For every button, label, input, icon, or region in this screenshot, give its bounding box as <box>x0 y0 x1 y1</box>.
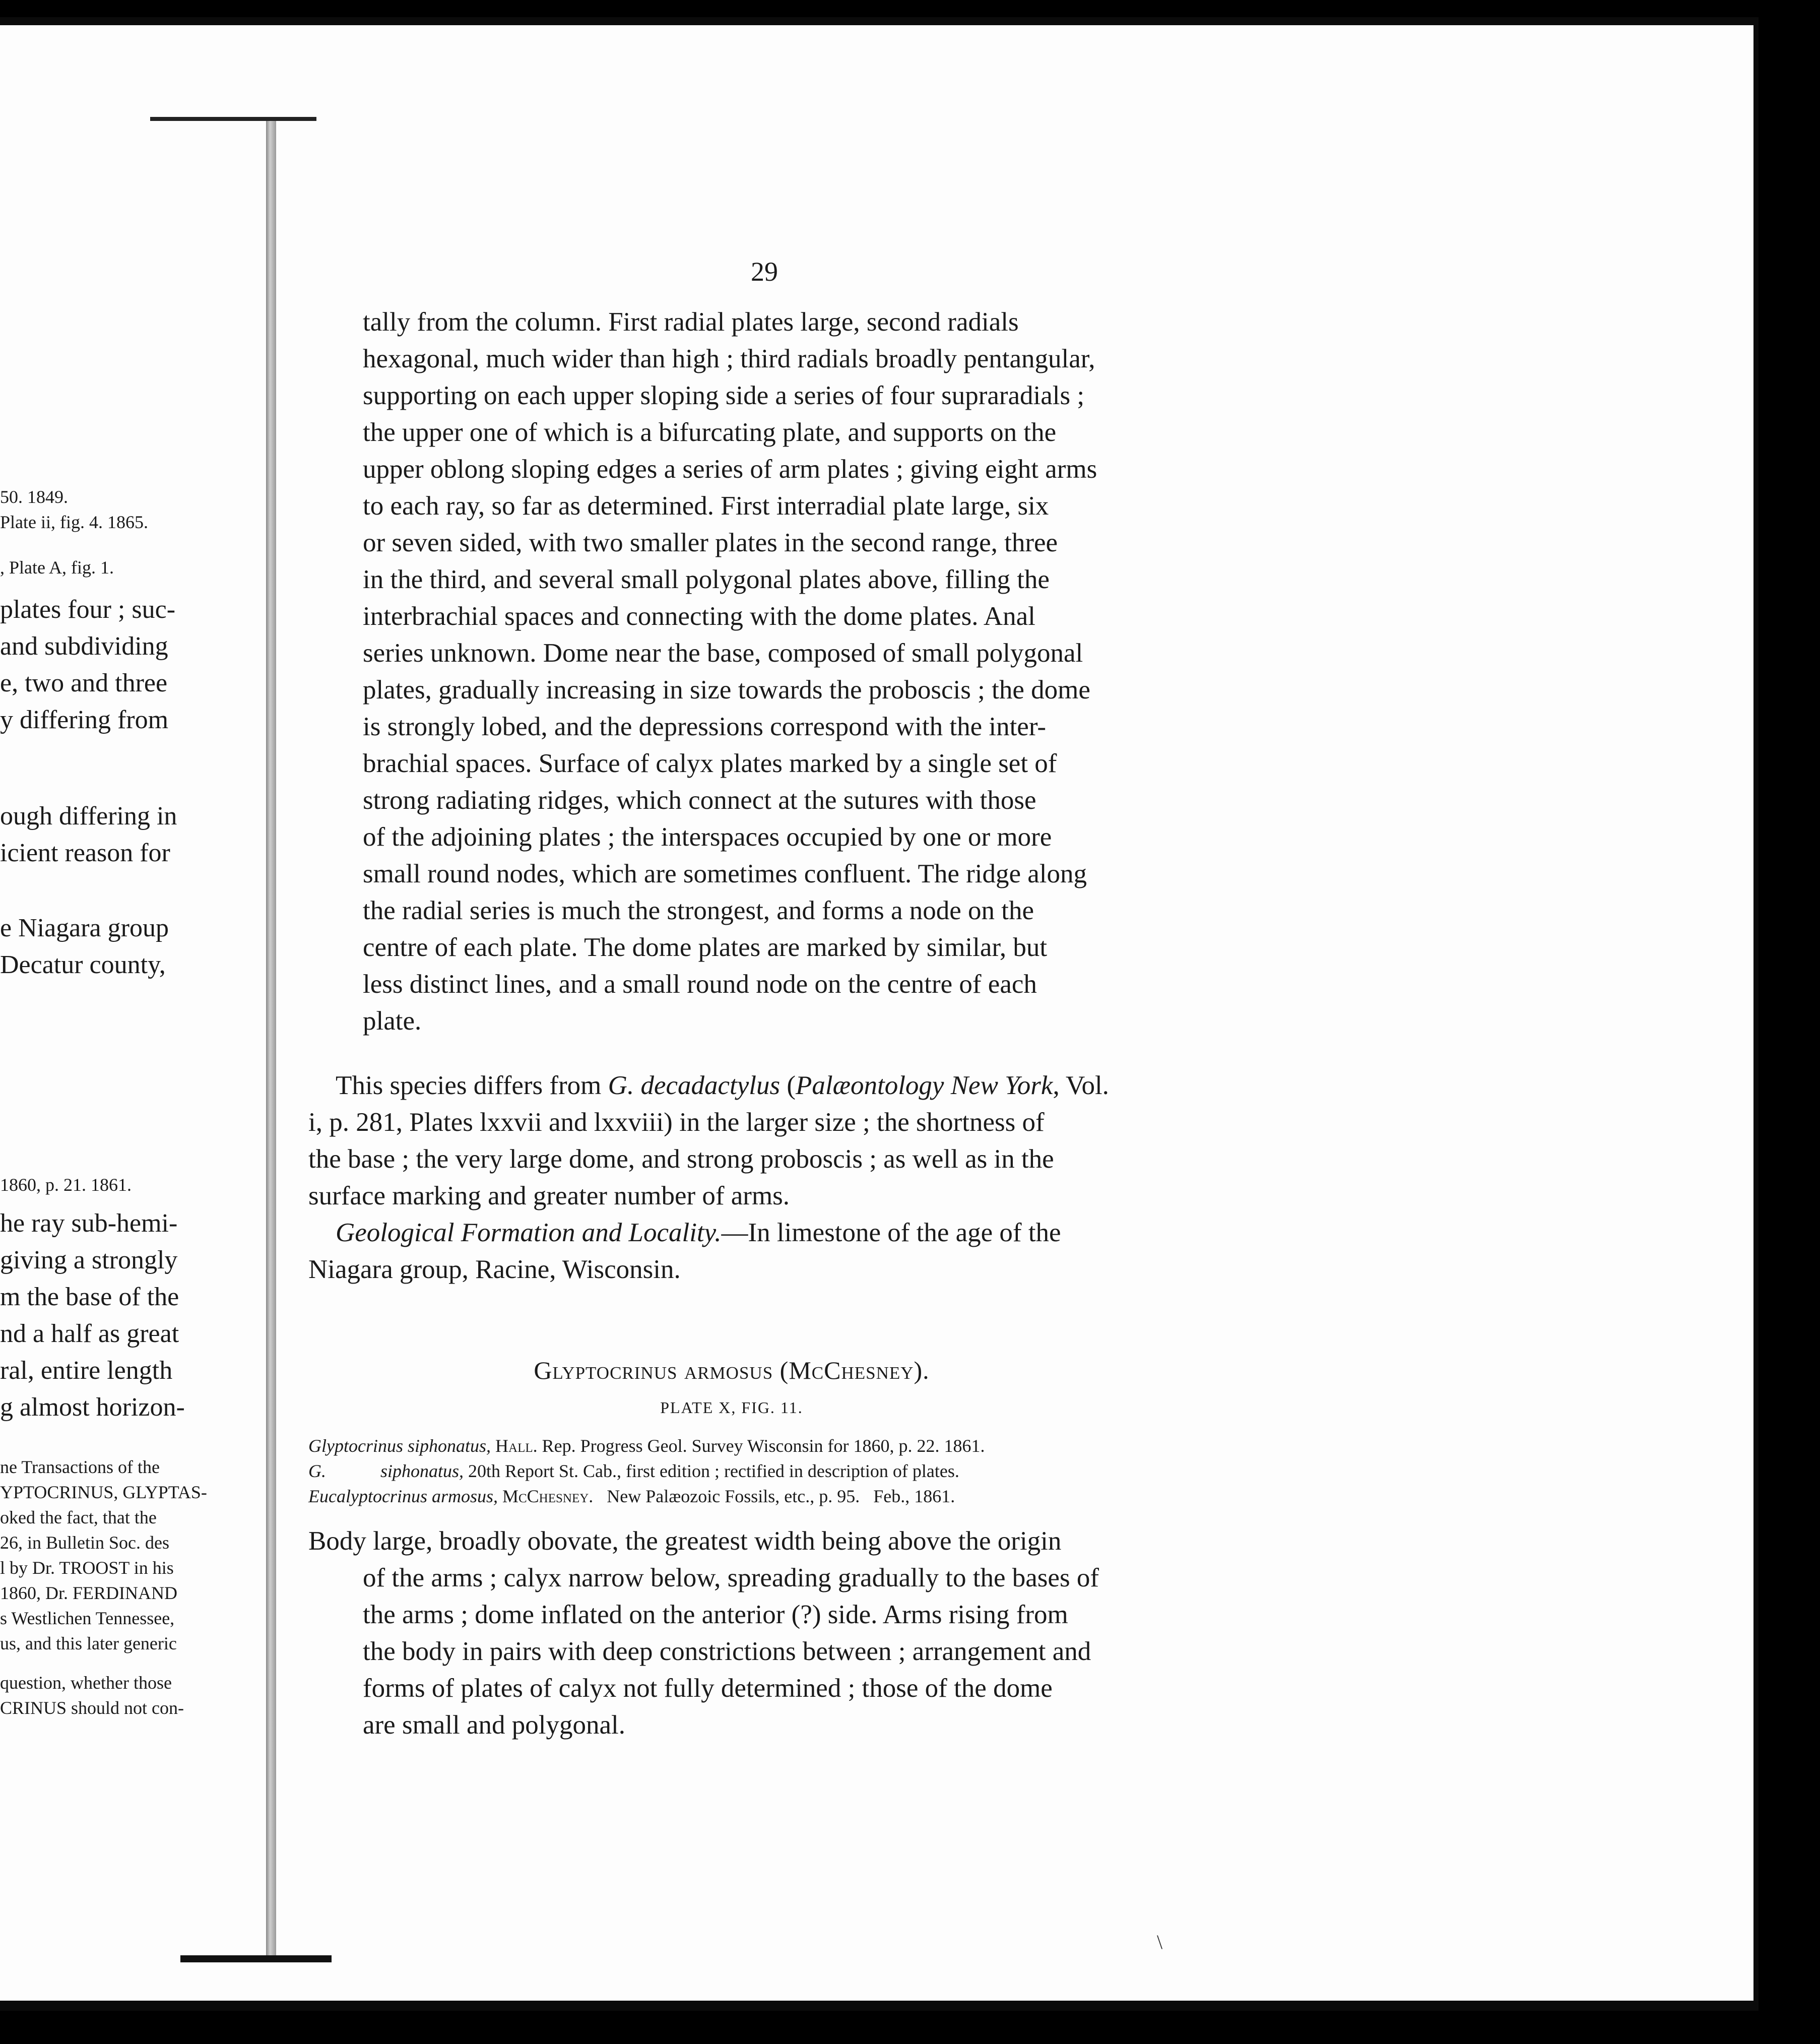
synonym-author: Hall. <box>491 1436 538 1456</box>
gutter-top-rule <box>150 117 316 121</box>
synonym-name: Glyptocrinus siphonatus, <box>308 1436 491 1456</box>
description-line: centre of each plate. The dome plates are marked by similar, but <box>363 933 1048 962</box>
plate-reference: PLATE X, FIG. 11. <box>660 1398 803 1417</box>
left-fragment: question, whether those <box>0 1673 172 1693</box>
left-fragment: oked the fact, that the <box>0 1507 157 1527</box>
left-fragment: e Niagara group <box>0 914 169 942</box>
description-line: is strongly lobed, and the depressions correspond with the inter- <box>363 712 1047 741</box>
left-fragment: Plate ii, fig. 4. 1865. <box>0 512 148 532</box>
description-line: tally from the column. First radial plates large, second radials <box>363 307 1019 337</box>
stray-ink-mark: \ <box>1157 1931 1163 1953</box>
left-fragment: nd a half as great <box>0 1319 179 1348</box>
description-line: interbrachial spaces and connecting with the dome plates. Anal <box>363 602 1035 631</box>
synonymy-entry <box>308 1460 959 1482</box>
left-fragment: 1860, Dr. FERDINAND <box>0 1583 178 1603</box>
left-fragment: YPTOCRINUS, GLYPTAS- <box>0 1482 207 1502</box>
left-fragment: l by Dr. TROOST in his <box>0 1558 174 1578</box>
synonym-reference: Rep. Progress Geol. Survey Wisconsin for 1860, p. 22. 1861. <box>537 1436 985 1456</box>
left-fragment: s Westlichen Tennessee, <box>0 1608 175 1628</box>
work-title: Palæontology New York <box>796 1071 1053 1100</box>
left-fragment: e, two and three <box>0 669 168 697</box>
left-fragment: giving a strongly <box>0 1246 178 1274</box>
gutter-bottom-rule <box>180 1955 332 1962</box>
description-line: upper oblong sloping edges a series of arm plates ; giving eight arms <box>363 455 1097 484</box>
description-line: less distinct lines, and a small round node on the centre of each <box>363 970 1037 999</box>
description-line: small round nodes, which are sometimes confluent. The ridge along <box>363 859 1087 888</box>
description-line: supporting on each upper sloping side a series of four supraradials ; <box>363 381 1085 410</box>
left-fragment: and subdividing <box>0 632 168 661</box>
synonym-reference: New Palæozoic Fossils, etc., p. 95. Feb., 1861. <box>593 1486 955 1506</box>
comparison-text: ( <box>780 1071 796 1100</box>
description-line: of the adjoining plates ; the interspaces occupied by one or more <box>363 822 1052 852</box>
description-line: in the third, and several small polygonal plates above, filling the <box>363 565 1050 594</box>
synonymy-entry <box>308 1486 955 1507</box>
description-line: hexagonal, much wider than high ; third radials broadly pentangular, <box>363 344 1095 373</box>
locality-line <box>336 1215 1061 1251</box>
synonymy-entry <box>308 1435 985 1456</box>
comparison-line: i, p. 281, Plates lxxvii and lxxviii) in the larger size ; the shortness of <box>308 1108 1045 1137</box>
left-fragment: CRINUS should not con- <box>0 1698 184 1718</box>
left-fragment: ough differing in <box>0 802 177 831</box>
body-description-line: forms of plates of calyx not fully determined ; those of the dome <box>363 1674 1053 1703</box>
left-fragment: , Plate A, fig. 1. <box>0 557 114 578</box>
left-fragment: y differing from <box>0 706 169 734</box>
species-name: G. decadactylus <box>608 1071 781 1100</box>
left-fragment: icient reason for <box>0 839 170 867</box>
left-fragment: ral, entire length <box>0 1356 173 1385</box>
locality-line: Niagara group, Racine, Wisconsin. <box>308 1255 681 1284</box>
comparison-line <box>336 1067 1109 1104</box>
comparison-text: This species differs from <box>336 1071 608 1100</box>
description-line: plates, gradually increasing in size towards the proboscis ; the dome <box>363 675 1090 705</box>
left-fragment: 50. 1849. <box>0 487 68 507</box>
scan-border-bottom <box>0 2011 1820 2044</box>
body-description-line: are small and polygonal. <box>363 1710 626 1740</box>
left-fragment: plates four ; suc- <box>0 595 176 624</box>
left-fragment: ne Transactions of the <box>0 1457 160 1477</box>
description-line: series unknown. Dome near the base, composed of small polygonal <box>363 638 1083 668</box>
locality-label: Geological Formation and Locality. <box>336 1218 722 1247</box>
description-line: or seven sided, with two smaller plates in the second range, three <box>363 528 1058 557</box>
synonym-reference: 20th Report St. Cab., first edition ; rectified in description of plates. <box>464 1461 959 1481</box>
scan-border-right <box>1759 0 1820 2044</box>
description-line: the radial series is much the strongest, and forms a node on the <box>363 896 1034 925</box>
body-description-line: Body large, broadly obovate, the greatest width being above the origin <box>308 1526 1062 1556</box>
comparison-line: surface marking and greater number of arms. <box>308 1181 790 1210</box>
body-description-line: the arms ; dome inflated on the anterior (?) side. Arms rising from <box>363 1600 1068 1629</box>
description-line: the upper one of which is a bifurcating plate, and supports on the <box>363 418 1057 447</box>
left-fragment: m the base of the <box>0 1283 179 1311</box>
body-description-line: of the arms ; calyx narrow below, spreading gradually to the bases of <box>363 1563 1099 1592</box>
left-fragment: 26, in Bulletin Soc. des <box>0 1532 169 1553</box>
synonym-name: G. siphonatus, <box>308 1461 464 1481</box>
left-fragment: Decatur county, <box>0 950 166 979</box>
description-line: strong radiating ridges, which connect at the sutures with those <box>363 786 1036 815</box>
description-line: brachial spaces. Surface of calyx plates marked by a single set of <box>363 749 1057 778</box>
left-fragment: 1860, p. 21. 1861. <box>0 1175 132 1195</box>
species-heading: Glyptocrinus armosus (McChesney). <box>534 1356 930 1384</box>
synonym-name: Eucalyptocrinus armosus, <box>308 1486 498 1506</box>
page-number: 29 <box>751 257 778 287</box>
description-line: to each ray, so far as determined. First interradial plate large, six <box>363 491 1049 521</box>
synonym-author: McChesney. <box>497 1486 594 1506</box>
locality-text: —In limestone of the age of the <box>721 1218 1061 1247</box>
comparison-line: the base ; the very large dome, and strong proboscis ; as well as in the <box>308 1144 1054 1174</box>
scan-border-top <box>0 0 1820 17</box>
left-fragment: us, and this later generic <box>0 1633 177 1653</box>
description-line: plate. <box>363 1006 422 1036</box>
book-gutter <box>266 121 276 1960</box>
comparison-text: , Vol. <box>1053 1071 1109 1100</box>
left-fragment: g almost horizon- <box>0 1393 185 1422</box>
body-description-line: the body in pairs with deep constrictions between ; arrangement and <box>363 1637 1091 1666</box>
left-fragment: he ray sub-hemi- <box>0 1209 178 1238</box>
